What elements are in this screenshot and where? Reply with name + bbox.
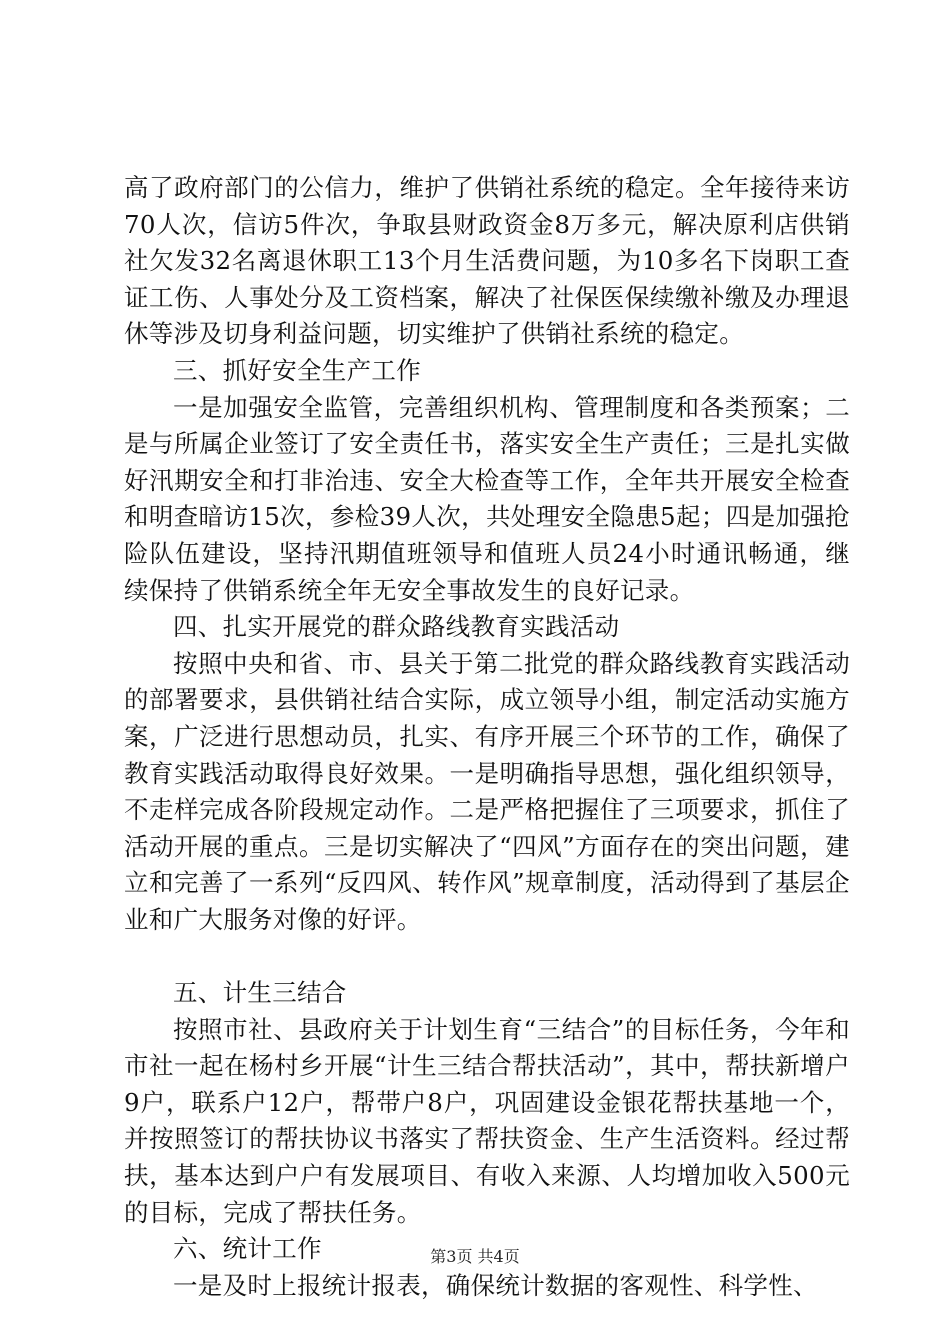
page-number: 第3页 共4页 — [430, 1247, 520, 1266]
section-heading-statistics: 六、统计工作 — [173, 1234, 322, 1264]
paragraph-continuation: 高了政府部门的公信力，维护了供销社系统的稳定。全年接待来访70人次，信访5件次，争取县财政资金8万多元，解决原利店供销社欠发32名离退休职工13个月生活费问题，为10多名下岗职工查证工伤、人事处分及工资档案，解决了社保医保续缴补缴及办理退休等涉及切身利益问题，切实维护了供销社系统的稳定。 — [124, 173, 850, 349]
section-heading-safety: 三、抓好安全生产工作 — [173, 355, 421, 385]
paragraph-family-planning: 按照市社、县政府关于计划生育“三结合”的目标任务，今年和市社一起在杨村乡开展“计生三结合帮扶活动”，其中，帮扶新增户9户，联系户12户，帮带户8户，巩固建设金银花帮扶基地一个，并按照签订的帮扶协议书落实了帮扶资金、生产生活资料。经过帮扶，基本达到户户有发展项目、有收入来源、人均增加收入500元的目标，完成了帮扶任务。 — [124, 1014, 850, 1227]
section-heading-mass-line: 四、扎实开展党的群众路线教育实践活动 — [173, 612, 620, 642]
paragraph-gap — [124, 938, 850, 975]
document-body — [124, 170, 850, 1304]
section-heading-family-planning: 五、计生三结合 — [173, 978, 347, 1008]
paragraph-statistics: 一是及时上报统计报表，确保统计数据的客观性、科学性、 — [173, 1270, 818, 1300]
paragraph-mass-line: 按照中央和省、市、县关于第二批党的群众路线教育实践活动的部署要求，县供销社结合实际，成立领导小组，制定活动实施方案，广泛进行思想动员，扎实、有序开展三个环节的工作，确保了教育实践活动取得良好效果。一是明确指导思想，强化组织领导，不走样完成各阶段规定动作。二是严格把握住了三项要求，抓住了活动开展的重点。三是切实解决了“四风”方面存在的突出问题，建立和完善了一系列“反四风、转作风”规章制度，活动得到了基层企业和广大服务对像的好评。 — [124, 648, 850, 934]
paragraph-safety: 一是加强安全监管，完善组织机构、管理制度和各类预案；二是与所属企业签订了安全责任书，落实安全生产责任；三是扎实做好汛期安全和打非治违、安全大检查等工作，全年共开展安全检查和明查暗访15次，参检39人次，共处理安全隐患5起；四是加强抢险队伍建设，坚持汛期值班领导和值班人员24小时通讯畅通，继续保持了供销系统全年无安全事故发生的良好记录。 — [124, 392, 850, 605]
